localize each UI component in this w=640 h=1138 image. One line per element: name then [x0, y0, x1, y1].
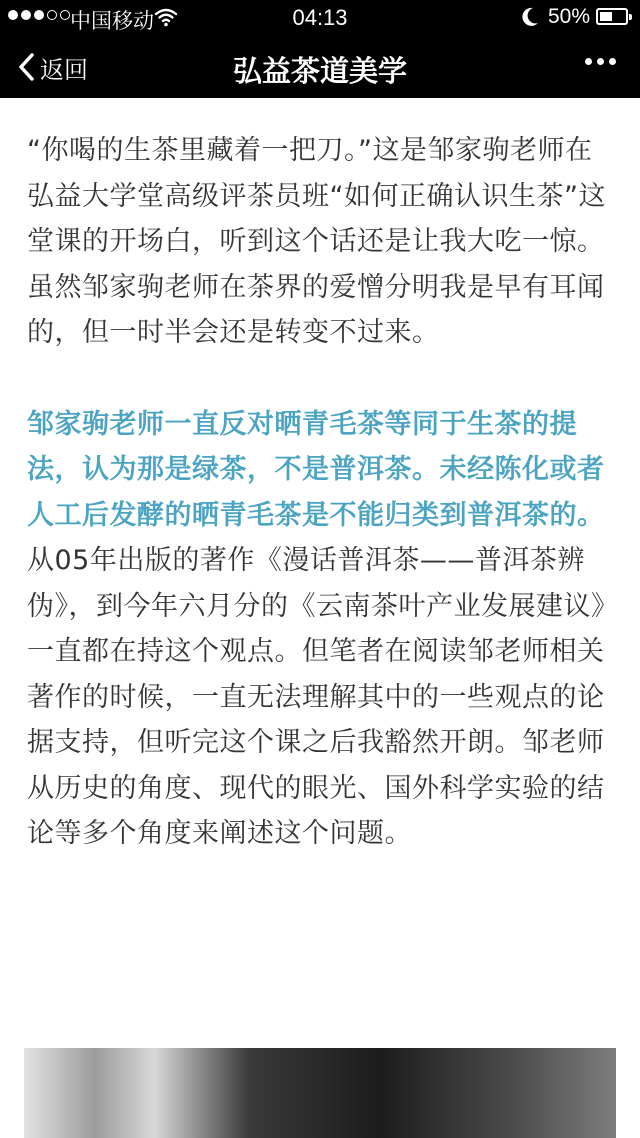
paragraph-2-text: 从05年出版的著作《漫话普洱茶——普洱茶辨伪》，到今年六月分的《云南茶叶产业发展建议》一直都在持这个观点。但笔者在阅读邹老师相关著作的时候，一直无法理解其中的一些观点的论据支持，但听完这个课之后我豁然开朗。邹老师从历史的角度、现代的眼光、国外科学实验的结论等多个角度来阐述这个问题。 — [27, 545, 605, 849]
page-title: 弘益茶道美学 — [232, 54, 407, 88]
moon-icon — [520, 6, 540, 28]
battery-percentage: 50% — [548, 5, 591, 28]
clock: 04:13 — [292, 5, 348, 30]
more-icon[interactable] — [585, 58, 616, 65]
carrier-name: 中国移动 — [70, 10, 154, 33]
battery-icon — [596, 8, 628, 25]
article-paragraph-2 — [27, 402, 617, 857]
article-body — [27, 128, 617, 857]
status-bar — [0, 0, 640, 36]
article-paragraph-1: “你喝的生茶里藏着一把刀。”这是邹家驹老师在弘益大学堂高级评茶员班“如何正确认识生茶”这堂课的开场白，听到这个话还是让我大吃一惊。虽然邹家驹老师在茶界的爱憎分明我是早有耳闻的，但一时半会还是转变不过来。 — [27, 135, 606, 348]
navigation-bar — [0, 36, 640, 98]
highlighted-text: 邹家驹老师一直反对晒青毛茶等同于生茶的提法，认为那是绿茶，不是普洱茶。未经陈化或者人工后发酵的晒青毛茶是不能归类到普洱茶的。 — [27, 408, 605, 531]
back-label: 返回 — [40, 55, 88, 84]
article-image[interactable] — [24, 1048, 616, 1138]
